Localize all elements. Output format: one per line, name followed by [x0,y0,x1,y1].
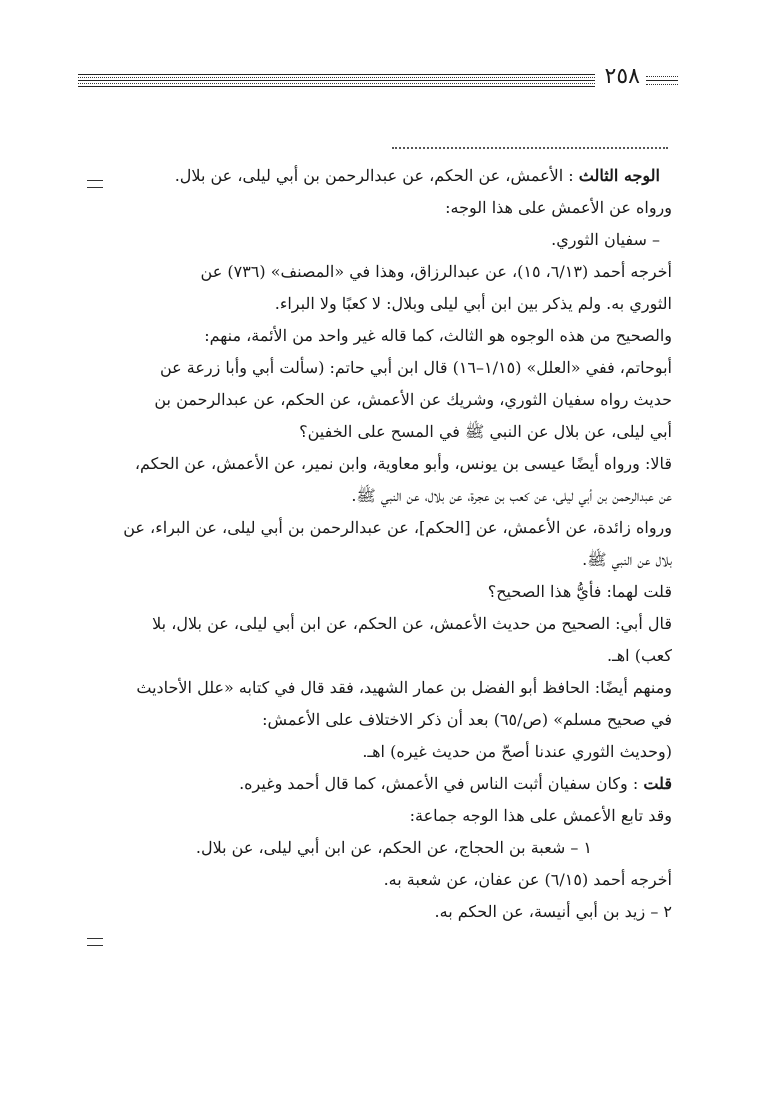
header-rule [78,83,595,84]
text-line: كعب) اهـ. [606,646,672,665]
text-line: أبوحاتم، ففي «العلل» (١/١٥–١٦) قال ابن أبي حاتم: (سألت أبي وأبا زرعة عن [159,358,672,377]
text-line: قال أبي: الصحيح من حديث الأعمش، عن الحكم، عن ابن أبي ليلى، عن بلال، بلا [152,614,672,633]
text-line: ١ – شعبة بن الحجاج، عن الحكم، عن ابن أبي ليلى، عن بلال. [195,838,592,857]
text-line: ومنهم أيضًا: الحافظ أبو الفضل بن عمار الشهيد، فقد قال في كتابه «علل الأحاديث [136,678,672,697]
text-line: وقد تابع الأعمش على هذا الوجه جماعة: [409,806,672,825]
text-line: حديث رواه سفيان الثوري، وشريك عن الأعمش، عن الحكم، عن عبدالرحمن بن [154,390,672,409]
text-line: عن عبدالرحمن بن أبي ليلى، عن كعب بن عجرة، عن بلال، عن النبي ﷺ. [351,486,672,505]
text-line: في صحيح مسلم» (ص/٦٥) بعد أن ذكر الاختلاف على الأعمش: [262,710,672,729]
text-line: – سفيان الثوري. [551,230,660,249]
text-line: والصحيح من هذه الوجوه هو الثالث، كما قاله غير واحد من الأئمة، منهم: [204,326,672,345]
text-line: أخرجه أحمد (٦/١٣، ١٥)، عن عبدالرزاق، وهذا في «المصنف» (٧٣٦) عن [200,262,672,281]
margin-mark [87,938,103,946]
header-rule [78,74,595,75]
text-line: ورواه عن الأعمش على هذا الوجه: [445,198,672,217]
header-rule [78,80,595,81]
section-divider [392,147,668,149]
text-line: أخرجه أحمد (٦/١٥) عن عفان، عن شعبة به. [383,870,672,889]
text-line: قالا: ورواه أيضًا عيسى بن يونس، وأبو معاوية، وابن نمير، عن الأعمش، عن الحكم، [134,454,672,473]
page-number: ٢٥٨ [604,64,640,89]
text-line: (وحديث الثوري عندنا أصحّ من حديث غيره) اهـ. [362,742,672,761]
section-heading: الوجه الثالث [578,166,660,185]
text-line: أبي ليلى، عن بلال عن النبي ﷺ في المسح على الخفين؟ [299,422,672,441]
qult-heading: قلت [643,774,672,793]
header-ornament [646,84,678,85]
text-line: ورواه زائدة، عن الأعمش، عن [الحكم]، عن عبدالرحمن بن أبي ليلى، عن البراء، عن [123,518,672,537]
text-line: قلت لهما: فأيُّ هذا الصحيح؟ [487,582,672,601]
header-ornament [646,80,678,81]
text-line: بلال عن النبي ﷺ. [582,550,672,569]
header-ornament [646,76,678,77]
text-line: الثوري به. ولم يذكر بين ابن أبي ليلى وبلال: لا كعبًا ولا البراء. [274,294,672,313]
header-rule [78,77,595,78]
page-header [78,64,678,94]
text-line: قلت : وكان سفيان أثبت الناس في الأعمش، كما قال أحمد وغيره. [239,774,672,793]
text-line: ٢ – زيد بن أبي أنيسة، عن الحكم به. [434,902,672,921]
body-text [78,160,672,928]
text-line: الوجه الثالث : الأعمش، عن الحكم، عن عبدالرحمن بن أبي ليلى، عن بلال. [174,166,660,185]
header-rule [78,86,595,87]
